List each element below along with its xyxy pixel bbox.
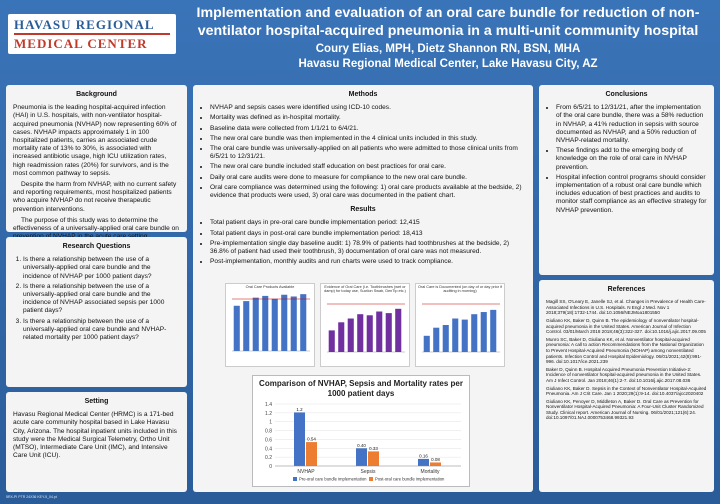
bar-value-label: 0.08 — [431, 456, 440, 462]
results-item: • Post-implementation, monthly audits and run charts were used to track compliance. — [210, 258, 526, 266]
bar-sepsis-post — [368, 451, 379, 466]
bar-value-label: 1.2 — [296, 406, 303, 412]
bar-nvhap-post — [306, 442, 317, 466]
legend-label: Pre-oral care bundle implementation — [299, 476, 367, 482]
mini-bar — [452, 318, 458, 351]
bar-value-label: 0.33 — [369, 445, 378, 451]
background-panel — [6, 85, 187, 232]
conclusions-heading: Conclusions — [605, 91, 648, 98]
mini-chart-title: Oral Care is Documented (on day of or day prior if auditing in morning) — [418, 285, 502, 294]
y-tick-label: 1.2 — [265, 410, 272, 417]
conclusions-item: • From 6/5/21 to 12/31/21, after the implementation of the oral care bundle, there was a 58% reduction in NVHAP, a 41% reduction in sepsis with source documented as NVHAP, and a 50% reduction of NVHAP-related mortality. — [556, 104, 707, 145]
mini-bar — [424, 336, 430, 352]
comparison-chart — [252, 375, 470, 487]
poster-header — [180, 4, 716, 72]
methods-item: • NVHAP and sepsis cases were identified using ICD-10 codes. — [210, 104, 526, 112]
mini-bar — [329, 330, 335, 352]
mini-bar — [234, 306, 240, 351]
legend-label: Post-oral care bundle implementation — [375, 476, 445, 482]
bar-nvhap-pre — [294, 412, 305, 466]
conclusions-panel — [539, 85, 714, 275]
mini-bar — [462, 319, 468, 351]
mini-bar — [367, 315, 373, 352]
mini-bar — [300, 295, 306, 352]
research-item: 3. Is there a relationship between the use of a universally-applied oral care bundle and NVHAP-related mortality per 1000 patient days? — [23, 318, 180, 343]
results-heading: Results — [350, 206, 376, 214]
poster-title: Implementation and evaluation of an oral care bundle for reduction of non-ventilator hospital-acquired pneumonia in a multi-unit community hospital — [196, 5, 700, 39]
mini-bar — [376, 311, 382, 352]
legend-swatch — [293, 477, 297, 481]
background-p2: Despite the harm from NVHAP, with no current safety and reporting requirements, most hospitalized patients who acquire NVHAP do not receive therapeutic prevention interventions. — [13, 181, 177, 213]
mini-bar — [281, 295, 287, 351]
methods-item: • Mortality was defined as in-hospital mortality. — [210, 114, 526, 122]
mini-bar — [338, 322, 344, 352]
logo-line2: MEDICAL CENTER — [14, 36, 148, 51]
logo-line1: HAVASU REGIONAL — [14, 17, 155, 32]
research-list — [13, 256, 180, 342]
research-item: 1. Is there a relationship between the use of a universally-applied oral care bundle and the incidence of NVHAP per 1000 patient days? — [23, 256, 180, 281]
setting-panel — [6, 392, 187, 492]
bar-sepsis-pre — [356, 448, 367, 466]
mini-chart-title: Evidence of Oral Care (i.e. Toothbrushes (wet or damp) for today use, Suction Swab, DenTip etc.) — [324, 285, 406, 294]
mini-bar — [348, 318, 354, 351]
background-p3: The purpose of this study was to determine the effectiveness of a universally-applied oral care bundle on — [13, 216, 179, 233]
conclusions-item: • These findings add to the emerging body of knowledge on the role of oral care in NVHAP prevention. — [556, 147, 707, 172]
poster-authors: Coury Elias, MPH, Dietz Shannon RN, BSN, MHA — [315, 43, 581, 55]
research-heading: Research Questions — [62, 243, 131, 250]
reference-item: Munro SC, Baker D, Giuliano KK, et al. Nonventilator hospital-acquired pneumonia: A call to action Recommendations from the National Organization to Prevent Hospital-Acquired Pneumonia (NOHAP) among nonventilated patients. Infection Control and Hospital Epidemiology. 06/01/2021;42(8):991-996. doi:10.1017/ice.2021.239 — [546, 336, 704, 365]
mini-bar — [395, 309, 401, 352]
mini-bar — [471, 314, 477, 352]
mini-chart-bars — [321, 294, 409, 358]
mini-bar — [291, 297, 297, 352]
results-item: • Total patient days in pre-oral care bundle implementation period: 12,415 — [210, 219, 526, 227]
methods-item: • The new oral care bundle was then implemented in the 4 clinical units included in this study. — [210, 135, 526, 143]
setting-text: Havasu Regional Medical Center (HRMC) is a 171-bed acute care community hospital based in Lake Havasu City, Arizona. The hospital inpatient units included in this study were the Medical Surgical Telemetry, Ortho Unit (MTSO), Intermediate Care Unit (IMC), and Intensive Care Unit (ICU). — [13, 411, 177, 460]
chart-title: Comparison of NVHAP, Sepsis and Mortality rates per 1000 patient days — [259, 379, 463, 398]
y-tick-label: 0.8 — [265, 428, 272, 435]
reference-item: Magill SS, O'Leary E, Janelle SJ, et al. Changes in Prevalence of Health Care-Associated Infections in U.S. Hospitals. N Engl J Med. Nov 1 2018;379(18):1732-1744. doi:10.1056/NEJMoa1801550 — [546, 299, 706, 316]
x-category-label: NVHAP — [297, 469, 315, 475]
mini-chart-title: Oral Care Products Available — [245, 285, 295, 289]
mini-chart-evidence — [320, 283, 410, 367]
bar-mortality-pre — [418, 459, 429, 466]
methods-heading: Methods — [348, 91, 378, 98]
hospital-logo — [8, 14, 176, 54]
reference-item: Giuliano KK, Baker D. Sepsis in the Context of Nonventilator Hospital-Acquired Pneumonia. Am J Crit Care. Jan 1 2020;29(1):9-14. doi:10.4037/ajcc2020402 — [546, 385, 707, 397]
footer-note: 5RX-PI PTR 24X36 KEY-5_04.pt — [6, 495, 57, 499]
legend-swatch — [369, 477, 373, 481]
y-tick-label: 1 — [269, 419, 272, 426]
mini-bar — [443, 325, 449, 352]
mini-chart-documented — [415, 283, 505, 367]
methods-item: • Oral care compliance was determined using the following: 1) oral care products available at the bedside, 2) evidence that products were used, 3) oral care was documented in the patient chart. — [210, 184, 526, 200]
x-category-label: Mortality — [420, 469, 440, 475]
mini-bar — [253, 298, 259, 351]
background-p1: Pneumonia is the leading hospital-acquired infection (HAI) in U.S. hospitals, with non-ventilator hospital-acquired pneumonia (NVHAP) now representing 60% of cases. NVHAP impacts approximately 1 in 100 hospitalized patients, carries an associated crude mortality rate of 13% to 30%, is associated with increased antibiotic usage, high ICU utilization rates, high readmission rates (20%) for survivors, and is the most common pathway to sepsis. — [13, 104, 177, 177]
mini-bar — [433, 328, 439, 352]
references-heading: References — [607, 286, 646, 293]
x-category-label: Sepsis — [360, 469, 376, 475]
mini-bar — [243, 302, 249, 352]
bar-value-label: 0.54 — [307, 436, 316, 442]
mini-bar — [481, 312, 487, 352]
mini-bar — [272, 299, 278, 351]
y-tick-label: 0 — [269, 464, 272, 470]
conclusions-list — [546, 104, 707, 215]
reference-item: Baker D, Quinn B. Hospital Acquired Pneumonia Prevention Initiative-2: Incidence of nonventilator hospital-acquired pneumonia in the United States. Am J Infect Control. Jan 2018;46(1):2-7. doi:10.1016/j.ajic.2017.08.036 — [546, 366, 702, 383]
mini-bar — [386, 313, 392, 352]
y-tick-label: 0.4 — [265, 446, 272, 453]
results-item: • Pre-implementation single day baseline audit: 1) 78.9% of patients had toothbrushes at the bedside, 2) 36.8% of patient had used their toothbrush, 3) documentation of oral care was not measured. — [210, 240, 526, 256]
y-tick-label: 0.6 — [265, 437, 272, 444]
references-panel — [539, 280, 714, 492]
methods-list — [200, 104, 526, 200]
bar-value-label: 0.16 — [419, 453, 428, 459]
comparison-chart-plot — [253, 398, 469, 484]
mini-bar — [490, 310, 496, 352]
research-item: 2. Is there a relationship between the use of a universally-applied oral care bundle and the incidence of NVHAP associated sepsis per 1000 patient days? — [23, 283, 180, 316]
mini-chart-bars — [226, 289, 314, 357]
methods-item: • Daily oral care audits were done to measure for compliance to the new oral care bundle. — [210, 174, 526, 182]
mini-bar — [357, 314, 363, 352]
methods-item: • Baseline data were collected from 1/1/21 to 6/4/21. — [210, 125, 526, 133]
y-tick-label: 0.2 — [265, 455, 272, 462]
background-heading: Background — [76, 91, 117, 98]
methods-item: • The new oral care bundle included staff education on best practices for oral care. — [210, 163, 526, 171]
reference-item: Giuliano KK, Penoyer D, Middleton A, Baker D. Oral Care as Prevention for Nonventilator Hospital-Acquired Pneumonia: A Four-Unit Cluster Randomized Study. Clinical report. American Journal of Nursing. 06/01/2021;121(6):24. doi:10.1097/01.NAJ.0000753468.99321.93 — [546, 398, 704, 421]
reference-item: Giuliano KK, Baker D, Quinn B. The epidemiology of nonventilator hospital-acquired pneumonia in the United States. American Journal of Infection Control. 03/01/March 2018 2018;46(3):322-327. doi:10.1016/j.ajic.2017.09.005 — [546, 317, 706, 335]
mini-chart-bars — [416, 294, 504, 358]
setting-heading: Setting — [84, 398, 109, 405]
research-panel — [6, 237, 187, 387]
bar-mortality-post — [430, 462, 441, 466]
conclusions-item: • Hospital infection control programs should consider implementation of a robust oral care bundle which includes education of best practices and audits to monitor staff compliance as an effective strategy for NVHAP prevention. — [556, 174, 707, 215]
mini-chart-products — [225, 283, 315, 367]
poster-affiliation: Havasu Regional Medical Center, Lake Havasu City, AZ — [298, 58, 598, 70]
bar-value-label: 0.40 — [357, 442, 366, 448]
results-list — [200, 219, 526, 266]
mini-bar — [262, 296, 268, 351]
methods-item: • The oral care bundle was universally-applied on all patients who were admitted to those clinical units from 6/5/21 to 12/31/21. — [210, 145, 526, 161]
results-item: • Total patient days in post-oral care bundle implementation period: 18,413 — [210, 230, 526, 238]
y-tick-label: 1.4 — [265, 402, 272, 408]
